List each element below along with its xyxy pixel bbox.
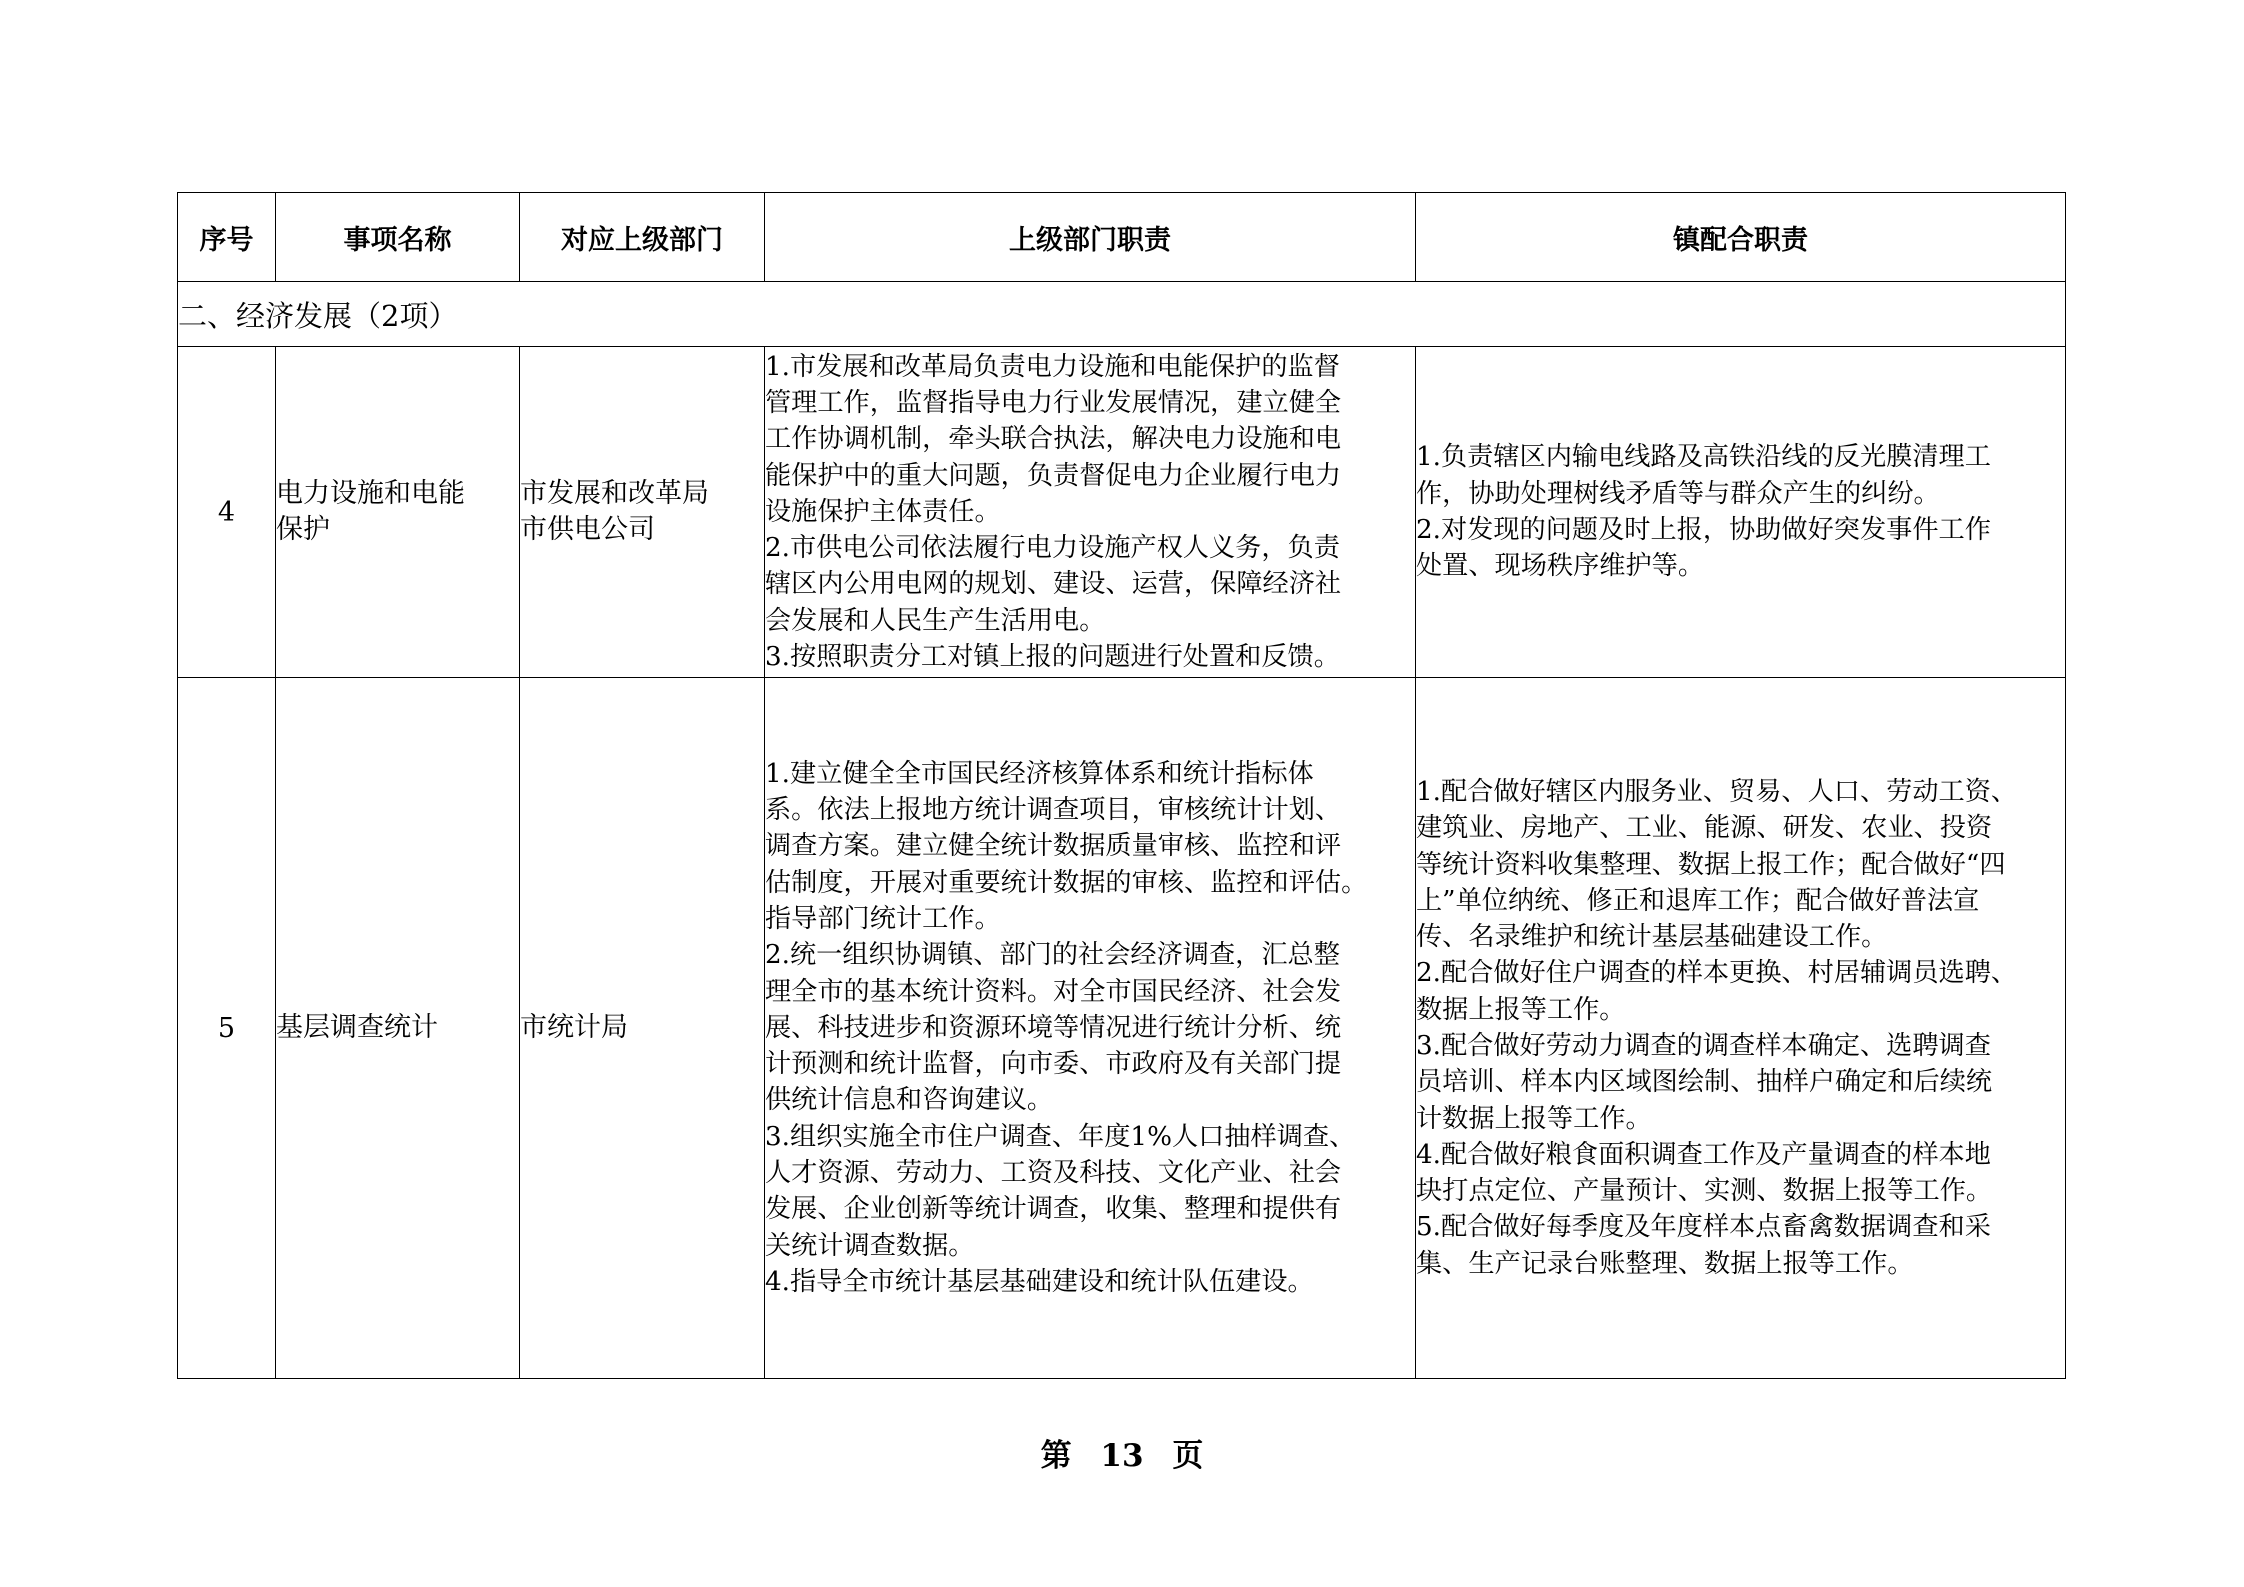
text-line: 计数据上报等工作。 bbox=[1416, 1103, 1652, 1134]
text-line: 3.组织实施全市住户调查、年度1%人口抽样调查、 bbox=[765, 1121, 1356, 1152]
upper-duties bbox=[765, 347, 1416, 678]
header-dept: 对应上级部门 bbox=[520, 193, 765, 282]
text-line: 2.配合做好住户调查的样本更换、村居辅调员选聘、 bbox=[1416, 958, 2018, 989]
text-line: 处置、现场秩序维护等。 bbox=[1416, 551, 1705, 582]
text-line: 供统计信息和咨询建议。 bbox=[765, 1085, 1054, 1116]
row-number: 4 bbox=[178, 347, 276, 678]
text-line: 关统计调查数据。 bbox=[765, 1230, 975, 1261]
text-line: 计预测和统计监督，向市委、市政府及有关部门提 bbox=[765, 1049, 1342, 1080]
text-line: 2.对发现的问题及时上报，协助做好突发事件工作 bbox=[1416, 515, 1991, 545]
text-line: 3.配合做好劳动力调查的调查样本确定、选聘调查 bbox=[1416, 1031, 1991, 1061]
section-row bbox=[178, 282, 2066, 347]
text-line: 人才资源、劳动力、工资及科技、文化产业、社会 bbox=[765, 1158, 1342, 1189]
text-line: 2.统一组织协调镇、部门的社会经济调查，汇总整 bbox=[765, 940, 1340, 971]
text-line: 1.配合做好辖区内服务业、贸易、人口、劳动工资、 bbox=[1416, 776, 2018, 807]
header-row bbox=[178, 193, 2066, 282]
town-duties bbox=[1416, 678, 2066, 1379]
text-line: 上”单位纳统、修正和退库工作；配合做好普法宣 bbox=[1416, 885, 1980, 916]
page-number: 13 bbox=[1100, 1438, 1144, 1474]
text-line: 1.建立健全全市国民经济核算体系和统计指标体 bbox=[765, 758, 1314, 789]
item-name bbox=[276, 347, 520, 678]
text-line: 设施保护主体责任。 bbox=[765, 496, 1001, 527]
text-line: 指导部门统计工作。 bbox=[765, 903, 1001, 934]
town-duties bbox=[1416, 347, 2066, 678]
header-upper-duties: 上级部门职责 bbox=[765, 193, 1416, 282]
text-line: 保护 bbox=[276, 514, 330, 545]
section-title: 二、经济发展（2项） bbox=[178, 282, 2066, 347]
page-footer bbox=[0, 1430, 2244, 1475]
text-line: 能保护中的重大问题，负责督促电力企业履行电力 bbox=[765, 460, 1342, 491]
text-line: 传、名录维护和统计基层基础建设工作。 bbox=[1416, 922, 1888, 953]
text-line: 估制度，开展对重要统计数据的审核、监控和评估。 bbox=[765, 867, 1368, 898]
table-row bbox=[178, 678, 2066, 1379]
text-line: 调查方案。建立健全统计数据质量审核、监控和评 bbox=[765, 831, 1342, 862]
text-line: 电力设施和电能 bbox=[276, 478, 465, 509]
text-line: 会发展和人民生产生活用电。 bbox=[765, 605, 1106, 636]
text-line: 3.按照职责分工对镇上报的问题进行处置和反馈。 bbox=[765, 642, 1340, 673]
text-line: 市供电公司 bbox=[520, 514, 655, 545]
text-line: 管理工作，监督指导电力行业发展情况，建立健全 bbox=[765, 387, 1342, 418]
row-number: 5 bbox=[178, 678, 276, 1379]
upper-duties bbox=[765, 678, 1416, 1379]
text-line: 1.市发展和改革局负责电力设施和电能保护的监督 bbox=[765, 351, 1340, 382]
text-line: 员培训、样本内区域图绘制、抽样户确定和后续统 bbox=[1416, 1067, 1993, 1098]
footer-suffix: 页 bbox=[1172, 1438, 1204, 1474]
upper-department bbox=[520, 347, 765, 678]
table-row bbox=[178, 347, 2066, 678]
text-line: 工作协调机制，牵头联合执法，解决电力设施和电 bbox=[765, 424, 1342, 455]
duties-table bbox=[177, 192, 2066, 1379]
text-line: 4.指导全市统计基层基础建设和统计队伍建设。 bbox=[765, 1266, 1314, 1297]
text-line: 等统计资料收集整理、数据上报工作；配合做好“四 bbox=[1416, 849, 2006, 880]
text-line: 理全市的基本统计资料。对全市国民经济、社会发 bbox=[765, 976, 1342, 1007]
footer-prefix: 第 bbox=[1040, 1438, 1072, 1474]
text-line: 块打点定位、产量预计、实测、数据上报等工作。 bbox=[1416, 1176, 1993, 1207]
text-line: 集、生产记录台账整理、数据上报等工作。 bbox=[1416, 1248, 1914, 1279]
text-line: 基层调查统计 bbox=[276, 1012, 438, 1043]
text-line: 5.配合做好每季度及年度样本点畜禽数据调查和采 bbox=[1416, 1212, 1991, 1243]
header-town-duties: 镇配合职责 bbox=[1416, 193, 2066, 282]
text-line: 数据上报等工作。 bbox=[1416, 994, 1626, 1025]
text-line: 辖区内公用电网的规划、建设、运营，保障经济社 bbox=[765, 569, 1342, 600]
text-line: 展、科技进步和资源环境等情况进行统计分析、统 bbox=[765, 1012, 1342, 1043]
header-name: 事项名称 bbox=[276, 193, 520, 282]
text-line: 1.负责辖区内输电线路及高铁沿线的反光膜清理工 bbox=[1416, 442, 1991, 473]
text-line: 系。依法上报地方统计调查项目，审核统计计划、 bbox=[765, 795, 1342, 826]
text-line: 2.市供电公司依法履行电力设施产权人义务，负责 bbox=[765, 533, 1340, 564]
text-line: 建筑业、房地产、工业、能源、研发、农业、投资 bbox=[1416, 813, 1993, 844]
text-line: 市发展和改革局 bbox=[520, 478, 709, 509]
text-line: 4.配合做好粮食面积调查工作及产量调查的样本地 bbox=[1416, 1139, 1991, 1170]
text-line: 发展、企业创新等统计调查，收集、整理和提供有 bbox=[765, 1194, 1342, 1225]
header-num: 序号 bbox=[178, 193, 276, 282]
text-line: 作，协助处理树线矛盾等与群众产生的纠纷。 bbox=[1416, 478, 1940, 509]
item-name bbox=[276, 678, 520, 1379]
text-line: 市统计局 bbox=[520, 1012, 628, 1043]
upper-department bbox=[520, 678, 765, 1379]
